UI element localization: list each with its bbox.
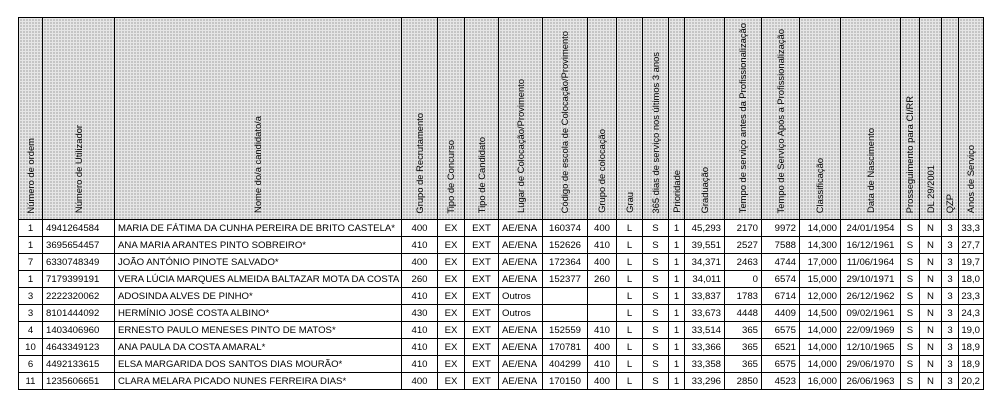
cell-service-365-days: S (643, 339, 669, 356)
column-header-classification (800, 18, 841, 220)
cell-qzp: 3 (942, 288, 959, 305)
cell-ci-rr-continuation: S (901, 305, 920, 322)
column-header-placement-place (499, 18, 543, 220)
column-header-dl-29-2001 (920, 18, 942, 220)
cell-user-number: 4492133615 (43, 356, 115, 373)
column-header-label: QZP (944, 193, 956, 214)
table-row (19, 305, 984, 322)
cell-classification: 16,000 (800, 373, 841, 390)
cell-contest-type: EX (438, 305, 465, 322)
cell-order-number: 1 (19, 237, 43, 254)
cell-candidate-name: ERNESTO PAULO MENESES PINTO DE MATOS* (115, 322, 402, 339)
cell-contest-type: EX (438, 254, 465, 271)
column-header-service-365-days (643, 18, 669, 220)
cell-placement-group: 400 (588, 254, 617, 271)
cell-candidate-type: EXT (465, 322, 499, 339)
cell-service-after-qualification: 9972 (762, 220, 800, 237)
cell-priority: 1 (669, 288, 685, 305)
cell-placement-place: AE/ENA (499, 373, 543, 390)
cell-service-years: 19,0 (959, 322, 984, 339)
cell-service-365-days: S (643, 288, 669, 305)
cell-graduation: 34,371 (685, 254, 725, 271)
column-header-order-number (19, 18, 43, 220)
cell-graduation: 33,296 (685, 373, 725, 390)
cell-recruitment-group: 410 (402, 339, 438, 356)
cell-priority: 1 (669, 254, 685, 271)
cell-service-before-qualification: 365 (725, 322, 762, 339)
cell-service-years: 24,3 (959, 305, 984, 322)
cell-graduation: 34,011 (685, 271, 725, 288)
cell-placement-group: 260 (588, 271, 617, 288)
cell-service-after-qualification: 6575 (762, 356, 800, 373)
cell-placement-group: 410 (588, 356, 617, 373)
cell-ci-rr-continuation: S (901, 373, 920, 390)
cell-graduation: 39,551 (685, 237, 725, 254)
cell-placement-group: 400 (588, 373, 617, 390)
cell-candidate-name: MARIA DE FÁTIMA DA CUNHA PEREIRA DE BRITO CASTELA* (115, 220, 402, 237)
cell-service-years: 18,9 (959, 356, 984, 373)
cell-qzp: 3 (942, 237, 959, 254)
candidates-table (18, 17, 984, 390)
listing-table-container (18, 17, 984, 390)
cell-qzp: 3 (942, 356, 959, 373)
column-header-user-number (43, 18, 115, 220)
cell-user-number: 4941264584 (43, 220, 115, 237)
column-header-label: Número de Utilizador (72, 125, 84, 214)
cell-dl-29-2001: N (920, 339, 942, 356)
cell-candidate-name: ANA MARIA ARANTES PINTO SOBREIRO* (115, 237, 402, 254)
cell-placement-place: AE/ENA (499, 237, 543, 254)
cell-candidate-type: EXT (465, 305, 499, 322)
cell-birth-date: 26/12/1962 (841, 288, 901, 305)
column-header-label: Tempo de Serviço Após a Profissionalização (774, 28, 786, 214)
cell-priority: 1 (669, 339, 685, 356)
cell-degree: L (617, 254, 643, 271)
cell-classification: 14,000 (800, 339, 841, 356)
column-header-contest-type (438, 18, 465, 220)
cell-placement-group (588, 305, 617, 322)
cell-candidate-name: ANA PAULA DA COSTA AMARAL* (115, 339, 402, 356)
cell-order-number: 4 (19, 322, 43, 339)
cell-degree: L (617, 220, 643, 237)
cell-contest-type: EX (438, 373, 465, 390)
column-header-birth-date (841, 18, 901, 220)
cell-contest-type: EX (438, 271, 465, 288)
cell-classification: 14,000 (800, 356, 841, 373)
column-header-candidate-name (115, 18, 402, 220)
table-row (19, 356, 984, 373)
column-header-label: Prioridade (670, 170, 682, 214)
table-row (19, 220, 984, 237)
cell-birth-date: 12/10/1965 (841, 339, 901, 356)
column-header-candidate-type (465, 18, 499, 220)
cell-service-years: 18,0 (959, 271, 984, 288)
cell-candidate-type: EXT (465, 237, 499, 254)
column-header-label: 365 dias de serviço nos últimos 3 anos (649, 51, 661, 214)
cell-placement-place: Outros (499, 305, 543, 322)
table-row (19, 288, 984, 305)
cell-contest-type: EX (438, 322, 465, 339)
cell-order-number: 7 (19, 254, 43, 271)
cell-degree: L (617, 356, 643, 373)
column-header-label: Tipo de Concurso (445, 139, 457, 214)
cell-graduation: 45,293 (685, 220, 725, 237)
header-row (19, 18, 984, 220)
cell-priority: 1 (669, 356, 685, 373)
cell-service-365-days: S (643, 373, 669, 390)
cell-degree: L (617, 322, 643, 339)
cell-service-after-qualification: 4744 (762, 254, 800, 271)
cell-candidate-name: VERA LÚCIA MARQUES ALMEIDA BALTAZAR MOTA DA COSTA (115, 271, 402, 288)
cell-qzp: 3 (942, 339, 959, 356)
cell-placement-group: 400 (588, 339, 617, 356)
cell-school-code: 170781 (543, 339, 588, 356)
cell-service-before-qualification: 2170 (725, 220, 762, 237)
cell-service-365-days: S (643, 220, 669, 237)
cell-user-number: 1403406960 (43, 322, 115, 339)
cell-graduation: 33,673 (685, 305, 725, 322)
cell-user-number: 3695654457 (43, 237, 115, 254)
column-header-label: Tempo de serviço antes da Profissionalização (737, 23, 749, 214)
cell-service-after-qualification: 7588 (762, 237, 800, 254)
cell-qzp: 3 (942, 254, 959, 271)
column-header-label: Nome do/a candidato/a (252, 116, 264, 214)
column-header-school-code (543, 18, 588, 220)
column-header-priority (669, 18, 685, 220)
cell-service-before-qualification: 365 (725, 356, 762, 373)
cell-ci-rr-continuation: S (901, 220, 920, 237)
cell-qzp: 3 (942, 305, 959, 322)
cell-order-number: 1 (19, 220, 43, 237)
cell-birth-date: 09/02/1961 (841, 305, 901, 322)
table-row (19, 373, 984, 390)
cell-qzp: 3 (942, 220, 959, 237)
cell-user-number: 8101444092 (43, 305, 115, 322)
cell-priority: 1 (669, 271, 685, 288)
cell-candidate-type: EXT (465, 288, 499, 305)
cell-classification: 14,300 (800, 237, 841, 254)
table-row (19, 237, 984, 254)
cell-birth-date: 26/06/1963 (841, 373, 901, 390)
cell-candidate-name: ADOSINDA ALVES DE PINHO* (115, 288, 402, 305)
column-header-label: Grupo de Recrutamento (413, 112, 425, 214)
cell-priority: 1 (669, 322, 685, 339)
cell-placement-group (588, 288, 617, 305)
cell-school-code: 152377 (543, 271, 588, 288)
cell-user-number: 6330748349 (43, 254, 115, 271)
table-row (19, 271, 984, 288)
cell-service-before-qualification: 2850 (725, 373, 762, 390)
cell-school-code: 152559 (543, 322, 588, 339)
cell-school-code: 160374 (543, 220, 588, 237)
cell-dl-29-2001: N (920, 305, 942, 322)
cell-qzp: 3 (942, 373, 959, 390)
cell-order-number: 11 (19, 373, 43, 390)
cell-ci-rr-continuation: S (901, 271, 920, 288)
cell-recruitment-group: 400 (402, 254, 438, 271)
cell-recruitment-group: 430 (402, 305, 438, 322)
cell-ci-rr-continuation: S (901, 237, 920, 254)
column-header-qzp (942, 18, 959, 220)
cell-ci-rr-continuation: S (901, 322, 920, 339)
cell-contest-type: EX (438, 237, 465, 254)
cell-contest-type: EX (438, 220, 465, 237)
cell-school-code: 170150 (543, 373, 588, 390)
cell-service-before-qualification: 1783 (725, 288, 762, 305)
column-header-label: Código de escola de Colocação/Provimento (559, 30, 571, 214)
cell-service-years: 27,7 (959, 237, 984, 254)
cell-degree: L (617, 305, 643, 322)
table-row (19, 339, 984, 356)
table-body (19, 220, 984, 390)
cell-service-years: 18,9 (959, 339, 984, 356)
cell-birth-date: 29/06/1970 (841, 356, 901, 373)
cell-degree: L (617, 288, 643, 305)
cell-service-365-days: S (643, 271, 669, 288)
cell-service-after-qualification: 6574 (762, 271, 800, 288)
cell-dl-29-2001: N (920, 237, 942, 254)
cell-birth-date: 29/10/1971 (841, 271, 901, 288)
column-header-service-after-qualification (762, 18, 800, 220)
cell-qzp: 3 (942, 322, 959, 339)
cell-user-number: 7179399191 (43, 271, 115, 288)
column-header-label: Lugar de Colocação/Provimento (514, 79, 526, 214)
cell-classification: 14,000 (800, 322, 841, 339)
table-row (19, 254, 984, 271)
cell-order-number: 1 (19, 271, 43, 288)
cell-school-code (543, 305, 588, 322)
cell-candidate-name: JOÃO ANTÓNIO PINOTE SALVADO* (115, 254, 402, 271)
cell-birth-date: 22/09/1969 (841, 322, 901, 339)
cell-dl-29-2001: N (920, 220, 942, 237)
cell-school-code: 404299 (543, 356, 588, 373)
cell-order-number: 10 (19, 339, 43, 356)
column-header-label: Data de Nascimento (864, 128, 876, 214)
cell-degree: L (617, 373, 643, 390)
cell-degree: L (617, 237, 643, 254)
column-header-recruitment-group (402, 18, 438, 220)
column-header-label: Graduação (698, 166, 710, 214)
cell-placement-place: AE/ENA (499, 356, 543, 373)
cell-placement-place: AE/ENA (499, 322, 543, 339)
column-header-label: Grau (623, 192, 635, 214)
cell-service-years: 33,3 (959, 220, 984, 237)
cell-school-code: 152626 (543, 237, 588, 254)
column-header-ci-rr-continuation (901, 18, 920, 220)
cell-dl-29-2001: N (920, 373, 942, 390)
cell-qzp: 3 (942, 271, 959, 288)
column-header-label: Tipo de Candidato (475, 136, 487, 214)
column-header-service-before-qualification (725, 18, 762, 220)
cell-school-code: 172364 (543, 254, 588, 271)
column-header-degree (617, 18, 643, 220)
column-header-label: Grupo de colocação (596, 129, 608, 214)
cell-service-after-qualification: 6521 (762, 339, 800, 356)
cell-service-before-qualification: 4448 (725, 305, 762, 322)
cell-ci-rr-continuation: S (901, 288, 920, 305)
cell-classification: 14,000 (800, 220, 841, 237)
cell-priority: 1 (669, 237, 685, 254)
cell-ci-rr-continuation: S (901, 339, 920, 356)
cell-service-before-qualification: 0 (725, 271, 762, 288)
cell-service-years: 19,7 (959, 254, 984, 271)
cell-candidate-name: ELSA MARGARIDA DOS SANTOS DIAS MOURÃO* (115, 356, 402, 373)
cell-user-number: 2222320062 (43, 288, 115, 305)
cell-degree: L (617, 271, 643, 288)
cell-classification: 12,000 (800, 288, 841, 305)
cell-service-before-qualification: 365 (725, 339, 762, 356)
column-header-placement-group (588, 18, 617, 220)
cell-service-after-qualification: 4523 (762, 373, 800, 390)
cell-graduation: 33,514 (685, 322, 725, 339)
cell-recruitment-group: 260 (402, 271, 438, 288)
cell-birth-date: 16/12/1961 (841, 237, 901, 254)
cell-contest-type: EX (438, 356, 465, 373)
column-header-label: Prosseguimento para CI/RR (904, 95, 916, 214)
cell-priority: 1 (669, 373, 685, 390)
cell-service-before-qualification: 2527 (725, 237, 762, 254)
cell-order-number: 6 (19, 356, 43, 373)
cell-recruitment-group: 400 (402, 373, 438, 390)
cell-placement-group: 410 (588, 237, 617, 254)
cell-recruitment-group: 410 (402, 237, 438, 254)
cell-order-number: 3 (19, 288, 43, 305)
cell-recruitment-group: 410 (402, 322, 438, 339)
cell-recruitment-group: 410 (402, 288, 438, 305)
cell-candidate-name: HERMÍNIO JOSÉ COSTA ALBINO* (115, 305, 402, 322)
cell-graduation: 33,358 (685, 356, 725, 373)
cell-ci-rr-continuation: S (901, 356, 920, 373)
cell-dl-29-2001: N (920, 322, 942, 339)
column-header-label: Anos de Serviço (965, 144, 977, 214)
cell-placement-place: AE/ENA (499, 254, 543, 271)
cell-service-365-days: S (643, 356, 669, 373)
cell-service-365-days: S (643, 305, 669, 322)
cell-recruitment-group: 400 (402, 220, 438, 237)
cell-user-number: 4643349123 (43, 339, 115, 356)
cell-order-number: 3 (19, 305, 43, 322)
cell-dl-29-2001: N (920, 271, 942, 288)
cell-candidate-type: EXT (465, 373, 499, 390)
cell-degree: L (617, 339, 643, 356)
cell-candidate-name: CLARA MELARA PICADO NUNES FERREIRA DIAS* (115, 373, 402, 390)
cell-placement-place: AE/ENA (499, 339, 543, 356)
cell-classification: 17,000 (800, 254, 841, 271)
cell-user-number: 1235606651 (43, 373, 115, 390)
cell-birth-date: 24/01/1954 (841, 220, 901, 237)
column-header-label: DL 29/2001 (924, 165, 936, 214)
cell-contest-type: EX (438, 339, 465, 356)
cell-service-365-days: S (643, 322, 669, 339)
cell-service-after-qualification: 6575 (762, 322, 800, 339)
column-header-label: Classificação (814, 157, 826, 214)
column-header-service-years (959, 18, 984, 220)
cell-service-years: 23,3 (959, 288, 984, 305)
cell-service-after-qualification: 6714 (762, 288, 800, 305)
cell-placement-place: AE/ENA (499, 271, 543, 288)
cell-service-365-days: S (643, 254, 669, 271)
column-header-label: Número de ordem (24, 137, 36, 214)
cell-placement-place: Outros (499, 288, 543, 305)
cell-service-before-qualification: 2463 (725, 254, 762, 271)
cell-dl-29-2001: N (920, 356, 942, 373)
cell-placement-group: 410 (588, 322, 617, 339)
cell-service-years: 20,2 (959, 373, 984, 390)
column-header-graduation (685, 18, 725, 220)
table-row (19, 322, 984, 339)
cell-recruitment-group: 410 (402, 356, 438, 373)
cell-school-code (543, 288, 588, 305)
cell-classification: 14,500 (800, 305, 841, 322)
cell-candidate-type: EXT (465, 271, 499, 288)
cell-placement-group: 400 (588, 220, 617, 237)
cell-birth-date: 11/06/1964 (841, 254, 901, 271)
cell-candidate-type: EXT (465, 356, 499, 373)
cell-placement-place: AE/ENA (499, 220, 543, 237)
cell-candidate-type: EXT (465, 339, 499, 356)
cell-dl-29-2001: N (920, 288, 942, 305)
cell-ci-rr-continuation: S (901, 254, 920, 271)
cell-priority: 1 (669, 220, 685, 237)
cell-dl-29-2001: N (920, 254, 942, 271)
cell-priority: 1 (669, 305, 685, 322)
cell-classification: 15,000 (800, 271, 841, 288)
cell-service-after-qualification: 4409 (762, 305, 800, 322)
cell-contest-type: EX (438, 288, 465, 305)
cell-graduation: 33,837 (685, 288, 725, 305)
cell-service-365-days: S (643, 237, 669, 254)
cell-graduation: 33,366 (685, 339, 725, 356)
cell-candidate-type: EXT (465, 220, 499, 237)
cell-candidate-type: EXT (465, 254, 499, 271)
